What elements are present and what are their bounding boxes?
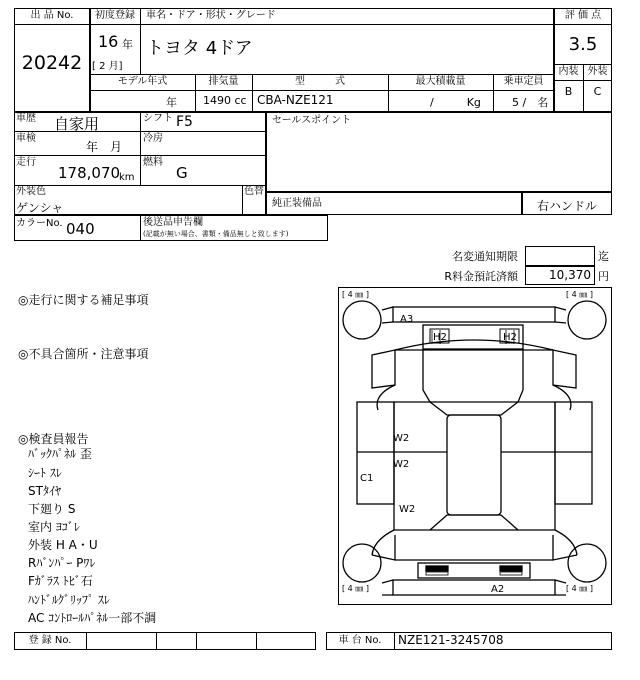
tire-tread-rear-right: [ 4 ㎜ ]	[566, 584, 593, 593]
car-name-label: 車名・ドア・形状・グレード	[146, 10, 276, 21]
tire-front-left	[343, 301, 381, 339]
shift-label: シフト	[143, 113, 173, 124]
color-label: 外装色	[16, 186, 46, 197]
chassis-no: NZE121-3245708	[398, 633, 504, 647]
equipment-label: 純正装備品	[272, 198, 322, 209]
defects-heading: ◎不具合箇所・注意事項	[18, 347, 149, 361]
ac-label: 冷房	[143, 133, 163, 144]
first-registration-label: 初度登録	[95, 10, 135, 21]
recycle-label: R料金預託済額	[444, 270, 518, 283]
history-label: 車歴	[16, 113, 36, 124]
list-item: Rﾊﾞﾝﾊﾟｰ Pﾜﾚ	[28, 556, 96, 570]
tire-front-right	[568, 301, 606, 339]
max-load: / Kg	[430, 96, 481, 109]
color: ゲンシャ	[16, 201, 64, 215]
model-type: CBA-NZE121	[257, 93, 334, 107]
capacity-label: 乗車定員	[503, 76, 544, 87]
fuel: G	[176, 164, 188, 182]
lot-label: 出 品 No.	[30, 10, 74, 21]
fuel-label: 燃料	[143, 157, 163, 168]
score: 3.5	[568, 34, 598, 55]
lot-number: 20242	[21, 52, 83, 74]
diagram-mark: H2	[433, 332, 447, 343]
list-item: AC ｺﾝﾄﾛｰﾙﾊﾟﾈﾙ一部不調	[28, 611, 157, 625]
list-item: 下廻り S	[28, 502, 76, 516]
list-item: 外装 H A・U	[28, 538, 98, 552]
list-item: Fｶﾞﾗｽ ﾄﾋﾞ石	[28, 574, 93, 588]
color-no-label: カラーNo.	[16, 218, 63, 229]
capacity: 5 / 名	[512, 96, 549, 109]
tire-tread-front-left: [ 4 ㎜ ]	[342, 290, 369, 299]
inspector-report-heading: ◎検査員報告	[18, 432, 89, 446]
interior-grade: B	[564, 85, 573, 98]
mileage: 178,070	[58, 164, 121, 182]
first-registration-year: 16	[98, 32, 119, 51]
model-year-unit: 年	[166, 96, 177, 109]
list-item: ﾊﾞｯｸﾊﾟﾈﾙ 歪	[28, 447, 92, 461]
exterior-grade: C	[593, 85, 602, 98]
tire-rear-right	[568, 544, 606, 582]
docs-label: 後送品申告欄	[143, 217, 203, 228]
steering: 右ハンドル	[536, 199, 597, 213]
shift: F5	[176, 114, 193, 130]
diagram-mark: A2	[491, 584, 505, 595]
mileage-label: 走行	[16, 157, 36, 168]
color-change-label: 色替	[244, 186, 264, 197]
diagram-mark: A3	[400, 314, 414, 325]
list-item: ｼｰﾄ ｽﾚ	[28, 466, 62, 480]
registration-deadline-label: 名変通知期限	[452, 250, 518, 263]
displacement-label: 排気量	[208, 76, 239, 87]
registration-deadline-unit: 迄	[598, 250, 609, 263]
inspection-label: 車検	[16, 133, 36, 144]
diagram-mark: H2	[503, 332, 517, 343]
diagram-mark: W2	[393, 433, 410, 444]
score-label: 評 価 点	[564, 10, 602, 21]
car-damage-diagram	[338, 287, 612, 605]
list-item: ﾊﾝﾄﾞﾙｸﾞﾘｯﾌﾟ ｽﾚ	[28, 593, 110, 607]
history: 自家用	[54, 115, 100, 133]
recycle-unit: 円	[598, 270, 609, 283]
diagram-mark: W2	[393, 459, 410, 470]
tire-rear-left	[343, 544, 381, 582]
car-name: トヨタ 4ドア	[146, 38, 253, 59]
registration-deadline-box	[525, 246, 595, 266]
diagram-mark: C1	[360, 473, 374, 484]
list-item: 室内 ﾖｺﾞﾚ	[28, 520, 80, 534]
max-load-label: 最大積載量	[415, 76, 466, 87]
model-type-label: 型 式	[295, 76, 345, 87]
mileage-unit: km	[119, 172, 135, 183]
inspection: 年 月	[86, 140, 123, 154]
displacement: 1490 cc	[203, 94, 247, 107]
docs-note: (記載が無い場合、書類・備品無しと致します)	[143, 230, 289, 238]
list-item: STﾀｲﾔ	[28, 484, 61, 498]
sales-points-label: セールスポイント	[272, 115, 352, 126]
model-year-label: モデル年式	[117, 76, 168, 87]
color-no: 040	[66, 220, 95, 238]
recycle-amount: 10,370	[549, 268, 591, 282]
diagram-mark: W2	[399, 504, 416, 515]
chassis-no-label: 車 台 No.	[338, 635, 382, 646]
first-registration-month: [ 2 月]	[92, 61, 123, 72]
tire-tread-rear-left: [ 4 ㎜ ]	[342, 584, 369, 593]
registration-no-label: 登 録 No.	[28, 635, 72, 646]
driving-notes-heading: ◎走行に関する補足事項	[18, 293, 149, 307]
interior-label: 内装	[558, 66, 579, 77]
year-unit: 年	[122, 38, 133, 51]
exterior-label: 外装	[587, 66, 608, 77]
tire-tread-front-right: [ 4 ㎜ ]	[566, 290, 593, 299]
